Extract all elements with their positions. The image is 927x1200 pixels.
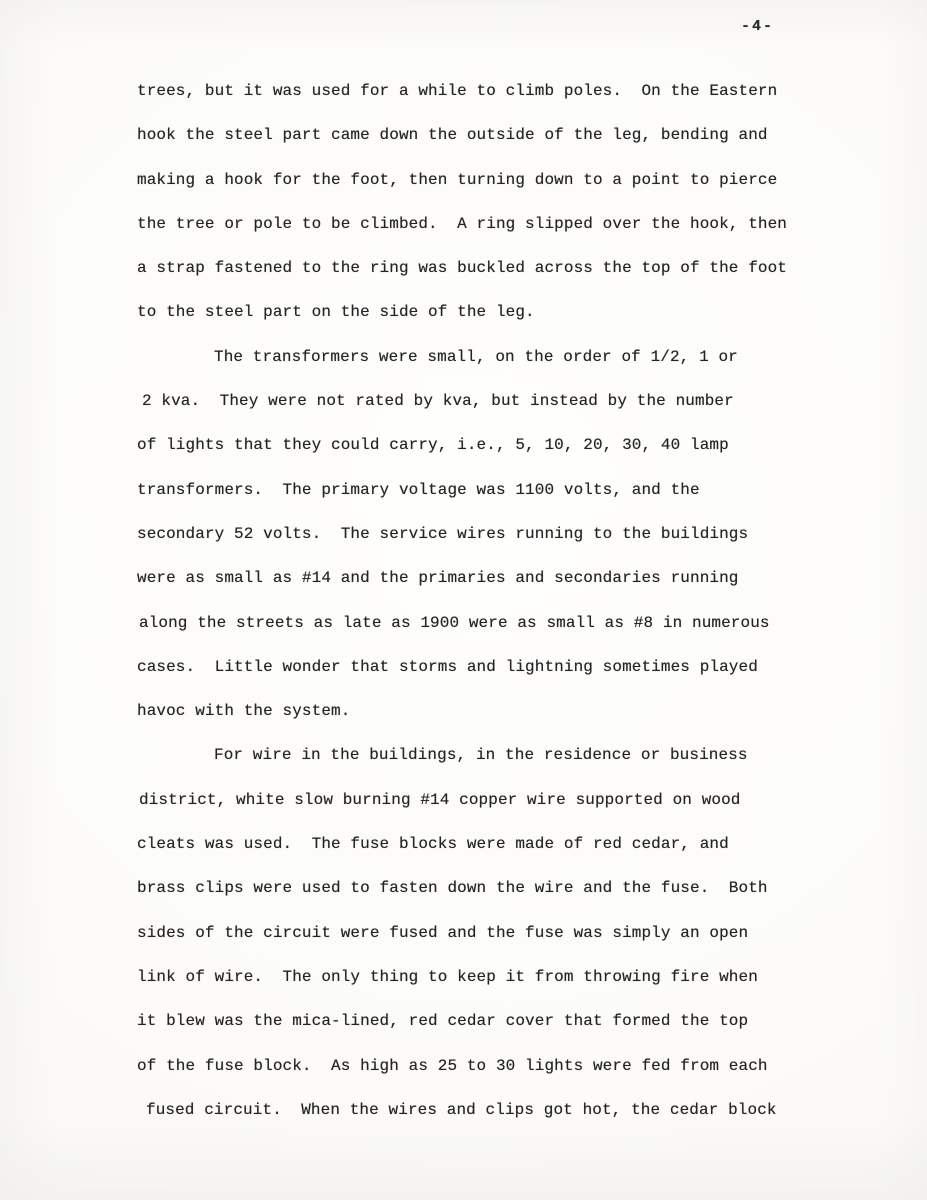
text-line: transformers. The primary voltage was 1100 volts, and the [137,480,700,499]
text-line: cleats was used. The fuse blocks were made of red cedar, and [137,835,729,854]
text-line: link of wire. The only thing to keep it from throwing fire when [137,967,758,986]
text-line: havoc with the system. [137,702,351,721]
text-line: hook the steel part came down the outside of the leg, bending and [137,126,768,145]
text-line: cases. Little wonder that storms and lightning sometimes played [137,657,758,676]
text-line: a strap fastened to the ring was buckled across the top of the foot [137,259,788,278]
text-line-paragraph-start: The transformers were small, on the order of 1/2, 1 or [214,347,738,366]
text-line: trees, but it was used for a while to climb poles. On the Eastern [137,82,778,100]
text-line: 2 kva. They were not rated by kva, but instead by the number [142,392,734,411]
text-line: brass clips were used to fasten down the wire and the fuse. Both [137,879,768,898]
document-body [137,69,822,1132]
text-line: of lights that they could carry, i.e., 5, 10, 20, 30, 40 lamp [137,436,729,455]
text-line: the tree or pole to be climbed. A ring slipped over the hook, then [137,214,788,233]
text-line: making a hook for the foot, then turning down to a point to pierce [137,170,778,189]
text-line: it blew was the mica-lined, red cedar cover that formed the top [137,1012,749,1031]
text-line: were as small as #14 and the primaries and secondaries running [137,569,739,588]
text-line: secondary 52 volts. The service wires running to the buildings [137,524,749,543]
text-line-paragraph-start: For wire in the buildings, in the residence or business [214,746,748,765]
text-line: to the steel part on the side of the leg. [137,303,535,322]
text-line: of the fuse block. As high as 25 to 30 lights were fed from each [137,1056,768,1075]
text-line: district, white slow burning #14 copper wire supported on wood [139,790,741,809]
text-line: along the streets as late as 1900 were as small as #8 in numerous [139,613,770,632]
page-number: -4- [741,18,775,35]
text-line: sides of the circuit were fused and the fuse was simply an open [137,923,749,942]
text-line: fused circuit. When the wires and clips got hot, the cedar block [146,1100,777,1119]
